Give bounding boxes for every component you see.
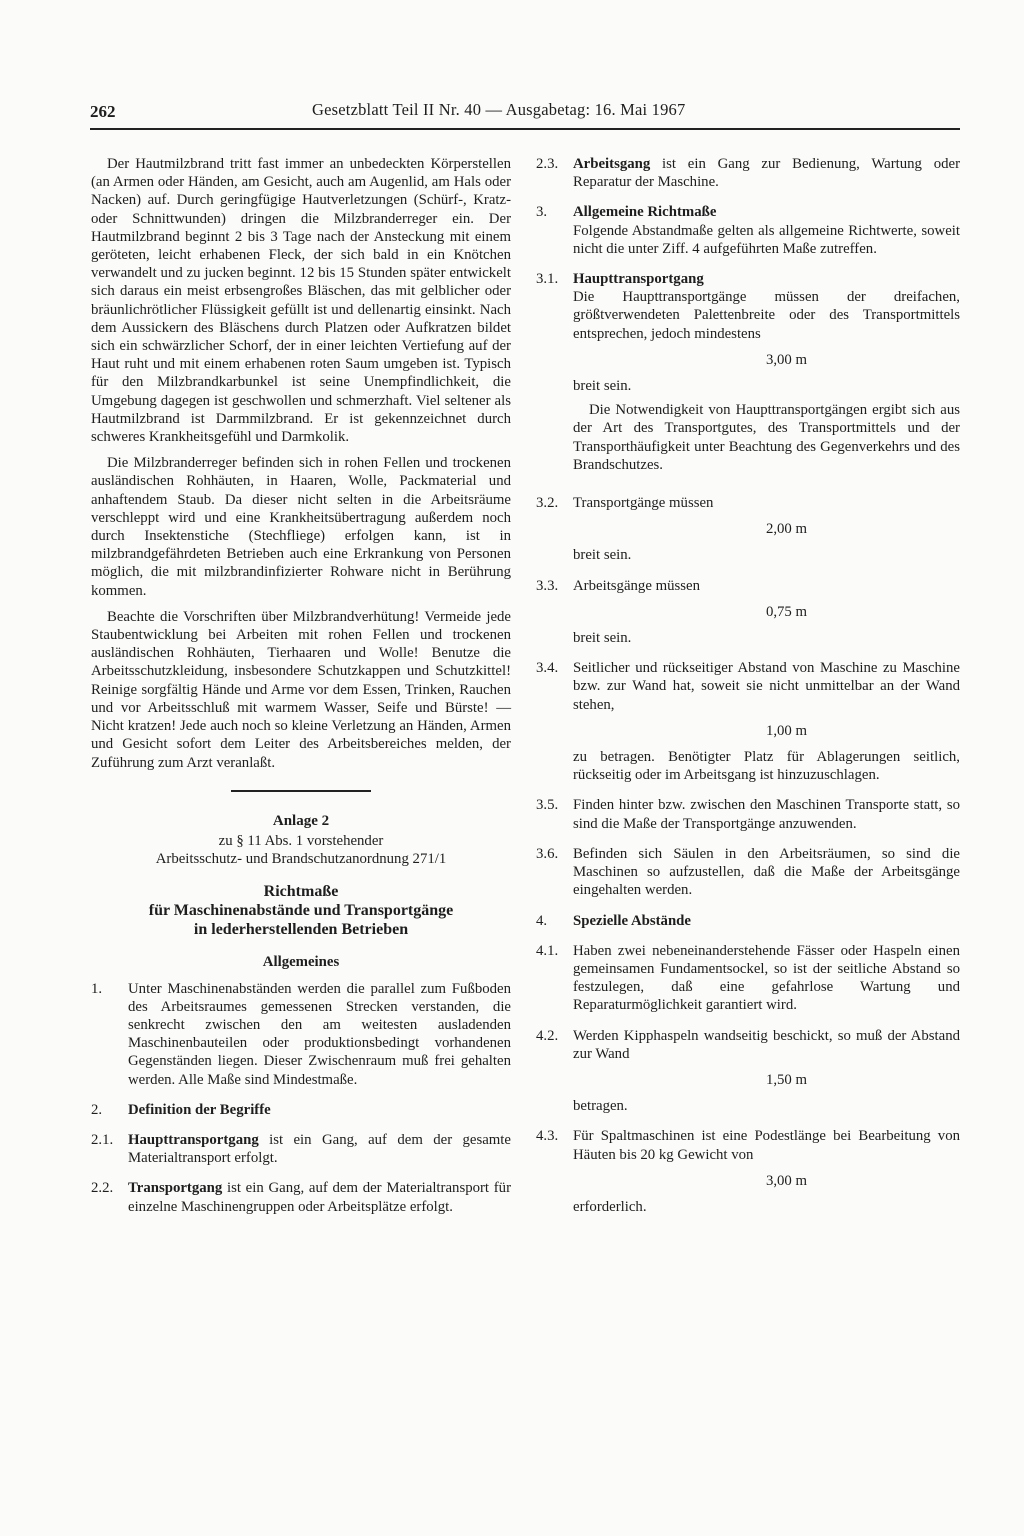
item-term: Haupttransportgang	[128, 1131, 259, 1148]
item-text: ist ein Gang zur Bedienung, Wartung oder Reparatur der Maschine.	[573, 156, 960, 191]
measure-value: 3,00 m	[765, 351, 808, 368]
list-item	[536, 203, 960, 258]
item-number: 4.	[536, 912, 548, 929]
list-item	[536, 845, 960, 900]
item-text: Finden hinter bzw. zwischen den Maschinen Transporte statt, so sind die Maße der Transportgänge anzuwenden.	[573, 797, 960, 832]
item-text: Für Spaltmaschinen ist eine Podestlänge bei Bearbeitung von Häuten bis 20 kg Gewicht von	[573, 1128, 960, 1163]
item-number: 3.6.	[536, 845, 559, 862]
paragraph-pathogen-source: Die Milzbranderreger befinden sich in rohen Fellen und trockenen ausländischen Rohhäuten, in Haaren, Wolle, Packmaterial und anhaftendem Staub. Da dieser nicht selten in die Arbeitsräume verschleppt wird und eine Krankheitsübertragung außerdem noch durch Insektenstiche (Stechfliege) erfolgen kann, ist in milzbrandgefährdeten Betrieben auch eine Erkrankung von Personen möglich, die mit milzbrandinfizierter Rohware nicht in Berührung kommen.	[91, 455, 511, 599]
item-number: 3.5.	[536, 797, 559, 814]
item-number: 4.3.	[536, 1128, 559, 1145]
list-item	[536, 577, 960, 648]
item-number: 3.2.	[536, 495, 559, 512]
item-term: Arbeitsgang	[573, 156, 651, 172]
item-text: Arbeitsgänge müssen	[573, 577, 700, 594]
item-heading: Spezielle Abstände	[573, 912, 691, 929]
item-text: Unter Maschinenabständen werden die parallel zum Fußboden des Arbeitsraumes gemessenen Strecken verstanden, die senkrecht zwischen den am weitesten ausladenden Maschinenbauteilen oder produktionsbedingt vorhandenen Gegenständen liegen. Dieser Zwischenraum muß frei gehalten werden. Alle Maße sind Mindestmaße.	[128, 980, 511, 1088]
page-header	[90, 96, 960, 130]
annex-heading-line2: für Maschinenabstände und Transportgänge	[148, 902, 454, 920]
item-heading: Haupttransportgang	[573, 271, 704, 288]
list-item	[91, 1101, 511, 1119]
list-item	[536, 912, 960, 930]
list-item	[91, 980, 511, 1089]
item-number: 2.3.	[536, 156, 559, 172]
item-number: 4.2.	[536, 1027, 559, 1044]
item-number: 2.2.	[91, 1180, 114, 1197]
annex-reference-line1: zu § 11 Abs. 1 vorstehender	[218, 832, 384, 849]
measure-value: 1,50 m	[765, 1071, 808, 1088]
section-divider	[231, 790, 371, 792]
list-item	[536, 494, 960, 565]
item-heading: Definition der Begriffe	[128, 1101, 271, 1118]
list-item	[536, 659, 960, 784]
right-column	[536, 155, 960, 1228]
item-heading: Allgemeine Richtmaße	[573, 204, 717, 221]
page-number: 262	[90, 102, 116, 121]
item-number: 3.3.	[536, 577, 559, 594]
paragraph-skin-anthrax: Der Hautmilzbrand tritt fast immer an unbedeckten Körperstellen (an Armen oder Händen, am Gesicht, auch am Augenlid, am Hals oder Nacken) auf. Durch geringfügige Hautverletzungen (Schürf-, Kratz- oder Schnittwunden) dringen die Milzbranderreger ein. Der Hautmilzbrand beginnt 2 bis 3 Tage nach der Ansteckung mit einem geröteten, leicht erhabenen Fleck, der sich bald in ein Knötchen verwandelt und zu jucken beginnt. 12 bis 15 Stunden später entwickelt sich daraus ein meist erbsengroßes Bläschen, das mit gelblicher oder bräunlichrötlicher Flüssigkeit gefüllt ist und dellenartig einsinkt. Nach dem Aussickern des Bläschens durch Platzen oder Aufkratzen bildet sich ein schwärzlicher Schorf, der in einer leichten Vertiefung auf der Haut ruht und mit einem erhabenen roten Saum umgeben ist. Typisch für den Milzbrandkarbunkel ist seine Unempfindlichkeit, die Umgebung dagegen ist geschwollen und schmerzhaft. Viel seltener als Hautmilzbrand ist Darmmilzbrand. Er ist gekennzeichnet durch schweres Krankheitsgefühl und Darmkolik.	[91, 156, 511, 446]
annex-title: Anlage 2	[272, 812, 330, 829]
item-text: ist ein Gang, auf dem der gesamte Materialtransport erfolgt.	[128, 1131, 511, 1167]
annex-reference-line2: Arbeitsschutz- und Brandschutzanordnung 271/1	[155, 851, 447, 868]
item-term: Transportgang	[128, 1180, 223, 1197]
item-text-continued: Die Notwendigkeit von Haupttransportgängen ergibt sich aus der Art des Transportgutes, des Transportmittels und der Transporthäufigkeit unter Beachtung des Gegenverkehrs und des Brandschutzes.	[573, 402, 960, 473]
measure-value: 3,00 m	[765, 1172, 808, 1189]
measure-value: 2,00 m	[765, 521, 808, 538]
item-after-text: zu betragen. Benötigter Platz für Ablagerungen seitlich, rückseitig oder im Arbeitsgang ist hinzuzuschlagen.	[573, 749, 960, 784]
item-text: Werden Kipphaspeln wandseitig beschickt, so muß der Abstand zur Wand	[573, 1027, 960, 1062]
item-text: ist ein Gang, auf dem der Materialtransport für einzelne Maschinengruppen oder Arbeitsplätze erfolgt.	[128, 1180, 511, 1215]
list-item	[91, 1179, 511, 1215]
list-item	[536, 1127, 960, 1216]
item-number: 1.	[91, 980, 103, 997]
measure-value: 0,75 m	[765, 603, 808, 620]
left-column	[91, 155, 511, 1228]
item-number: 3.1.	[536, 271, 559, 288]
annex-heading-line3: in lederherstellenden Betrieben	[193, 921, 409, 939]
list-item	[536, 155, 960, 191]
item-number: 2.	[91, 1101, 103, 1118]
section-general: Allgemeines	[262, 954, 340, 971]
list-item	[536, 942, 960, 1015]
item-after-text: breit sein.	[573, 378, 632, 395]
item-number: 2.1.	[91, 1131, 114, 1148]
list-item	[536, 270, 960, 482]
list-item	[536, 1027, 960, 1116]
item-text: Befinden sich Säulen in den Arbeitsräumen, so sind die Maschinen so aufzustellen, daß die Maße der Arbeitsgänge eingehalten werden.	[573, 845, 960, 899]
list-item	[536, 796, 960, 832]
item-number: 3.	[536, 204, 548, 221]
item-text: Transportgänge müssen	[573, 495, 714, 512]
list-item	[91, 1131, 511, 1167]
item-number: 3.4.	[536, 660, 559, 677]
item-text: Folgende Abstandmaße gelten als allgemeine Richtwerte, soweit nicht die unter Ziff. 4 aufgeführten Maße zutreffen.	[573, 222, 960, 257]
item-text: Haben zwei nebeneinanderstehende Fässer oder Haspeln einen gemeinsamen Fundamentsockel, so ist der seitliche Abstand so festzulegen, daß eine gefahrlose Wartung und Reparaturmöglichkeit garantiert wird.	[573, 942, 960, 1014]
item-text: Seitlicher und rückseitiger Abstand von Maschine zu Maschine bzw. zur Wand hat, soweit sie nicht unmittelbar an der Wand stehen,	[573, 660, 960, 713]
item-number: 4.1.	[536, 942, 559, 959]
item-after-text: erforderlich.	[573, 1198, 647, 1215]
paragraph-prevention: Beachte die Vorschriften über Milzbrandverhütung! Vermeide jede Staubentwicklung bei Arbeiten mit rohen Fellen und trockenen ausländischen Rohhäuten, Tierhaaren und Wolle! Benutze die Arbeitsschutzkleidung, insbesondere Schutzkappen und Schutzkittel! Reinige sorgfältig Hände und Arme vor dem Essen, Trinken, Rauchen und vor Arbeitsschluß mit warmem Wasser, Seife und Bürste! — Nicht kratzen! Jede auch noch so kleine Verletzung an Händen, Armen und Gesicht sofort dem Leiter des Arbeitsbereiches melden, der Zuführung zum Arzt veranlaßt.	[91, 608, 511, 771]
item-text: Die Haupttransportgänge müssen der dreifachen, größtverwendeten Palettenbreite oder des Transportmittels entsprechen, jedoch mindestens	[573, 289, 960, 342]
measure-value: 1,00 m	[765, 722, 808, 739]
annex-heading-line1: Richtmaße	[263, 883, 339, 901]
item-after-text: breit sein.	[573, 630, 632, 647]
item-after-text: betragen.	[573, 1098, 628, 1115]
item-after-text: breit sein.	[573, 547, 632, 564]
gazette-title: Gesetzblatt Teil II Nr. 40 — Ausgabetag: 16. Mai 1967	[312, 100, 686, 119]
